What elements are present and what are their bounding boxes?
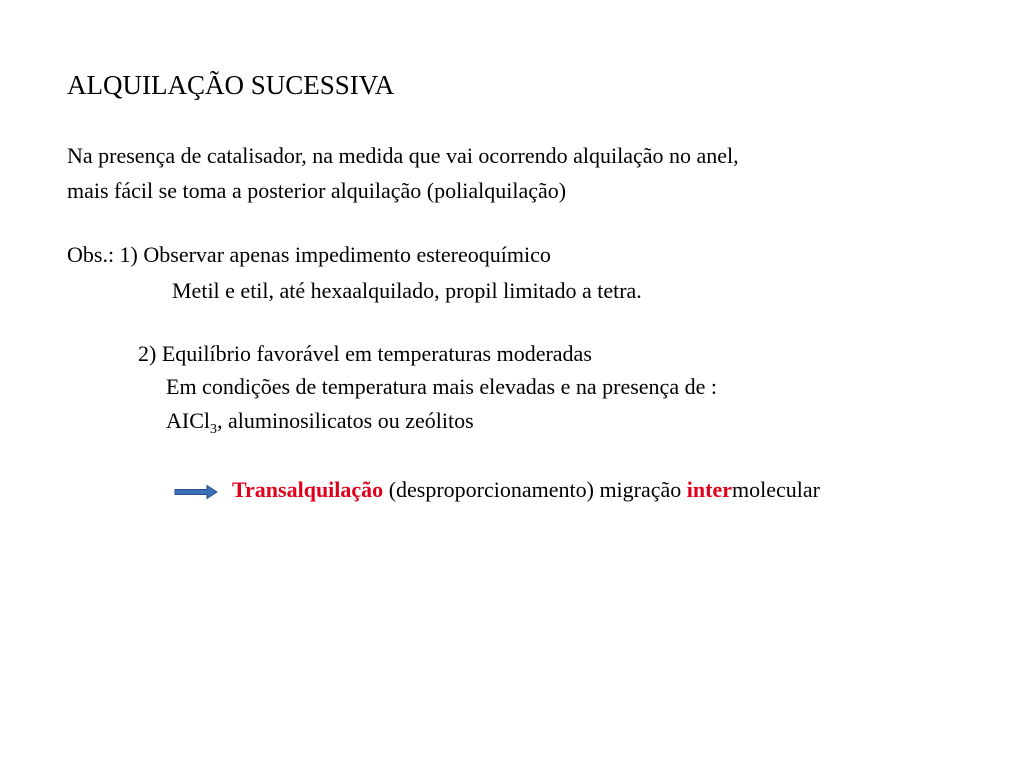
observation-1: Obs.: 1) Observar apenas impedimento estereoquímico: [67, 242, 551, 267]
intro-line-2: mais fácil se toma a posterior alquilação (polialquilação): [67, 178, 567, 203]
catalyst-subscript: 3: [210, 422, 217, 437]
observation-2: 2) Equilíbrio favorável em temperaturas moderadas: [138, 341, 592, 366]
transalkylation-term: Transalquilação: [232, 477, 384, 502]
catalyst-rest: , aluminosilicatos ou zeólitos: [217, 408, 474, 433]
inter-prefix: inter: [686, 477, 732, 502]
observation-2-detail: Em condições de temperatura mais elevadas e na presença de :: [166, 374, 717, 399]
catalyst-list: [166, 408, 474, 437]
right-arrow-icon: [174, 484, 218, 500]
conclusion-line: [232, 479, 820, 501]
conclusion-explanation: (desproporcionamento) migração: [383, 477, 687, 502]
molecular-suffix: molecular: [732, 477, 820, 502]
slide-title: ALQUILAÇÃO SUCESSIVA: [67, 70, 395, 100]
catalyst-formula: AICl: [166, 408, 210, 433]
observation-1-detail: Metil e etil, até hexaalquilado, propil limitado a tetra.: [172, 278, 642, 303]
intro-line-1: Na presença de catalisador, na medida que vai ocorrendo alquilação no anel,: [67, 143, 739, 168]
